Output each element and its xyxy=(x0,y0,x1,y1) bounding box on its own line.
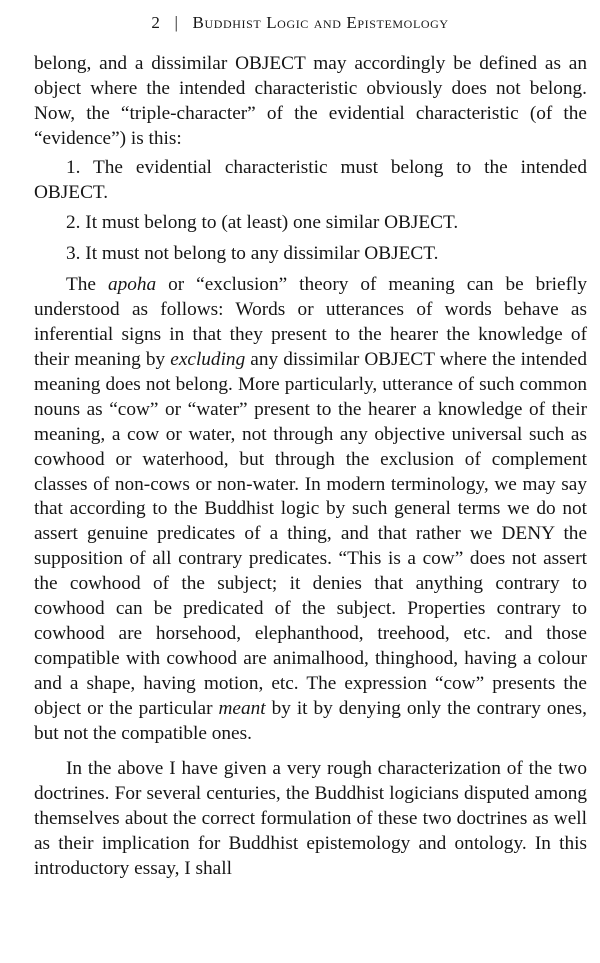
header-separator: | xyxy=(174,13,179,32)
apoha-text-2: any dissimilar OBJECT where the intended meaning does not belong. More particularly, utterance of such common nouns as “cow” or “water” present to the hearer a knowledge of their meaning, a cow or water, not through any objective universal such as cowhood or waterhood, but through the exclusion of complement classes of non-cows or non-water. In modern terminology, we may say that according to the Buddhist logic by such general terms we do not assert genuine predicates of a thing, and that rather we DENY the supposition of all contrary predicates. “This is a cow” does not assert the cowhood of the subject; it denies that anything contrary to cowhood can be predicated of the subject. Properties contrary to cowhood are horsehood, elephanthood, treehood, etc. and those compatible with cowhood are animalhood, thinghood, having a colour and a shape, having motion, etc. The expression “cow” presents the object or the particular xyxy=(34,348,588,719)
apoha-tail: by it by denying only the contrary ones, but not the compatible ones. xyxy=(34,697,587,744)
apoha-lead: The xyxy=(66,274,108,296)
condition-3: 3. It must not belong to any dissimilar OBJECT. xyxy=(66,243,439,265)
condition-1: 1. The evidential characteristic must belong to the intended OBJECT. xyxy=(34,156,587,203)
body-text xyxy=(34,52,587,882)
apoha-term: apoha xyxy=(107,274,157,296)
meant-term: meant xyxy=(218,697,266,719)
excluding-term: excluding xyxy=(170,348,246,370)
book-title: Buddhist Logic and Epistemology xyxy=(192,13,449,32)
paragraph-continuation: belong, and a dissimilar OBJECT may accordingly be defined as an object where the intended characteristic obviously does not belong. Now, the “triple-character” of the evidential characteristic (of the “evidence”) is this: xyxy=(34,53,587,149)
running-head xyxy=(0,13,600,33)
paragraph-doctrines: In the above I have given a very rough characterization of the two doctrines. For several centuries, the Buddhist logicians disputed among themselves about the correct formulation of these two doctrines as well as their implication for Buddhist epistemology and ontology. In this introductory essay, I shall xyxy=(34,758,587,880)
apoha-text-1: or “exclusion” theory of meaning can be briefly understood as follows: Words or utterances of words behave as inferential signs in that they present to the hearer the knowledge of their meaning by xyxy=(34,274,588,370)
page-number: 2 xyxy=(151,13,161,32)
paragraph-apoha xyxy=(34,273,587,746)
condition-2: 2. It must belong to (at least) one similar OBJECT. xyxy=(66,212,459,234)
